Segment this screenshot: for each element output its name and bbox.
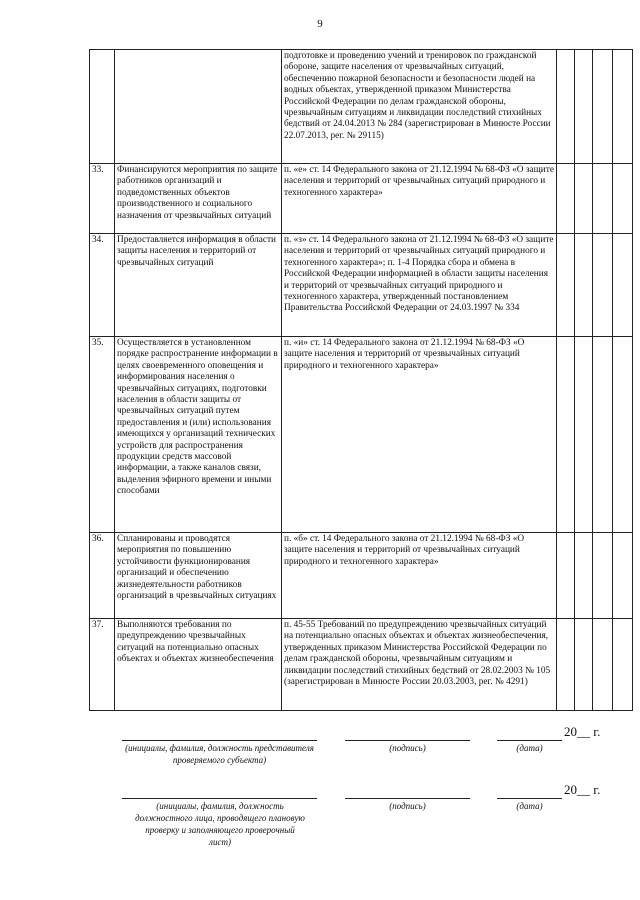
remarks-cell[interactable] [613,234,633,337]
legal-act-cell: п. 45-55 Требований по предупреждению чрезвычайных ситуаций на потенциально опасных объектах и объектах жизнеобеспечения, утвержденных приказом Министерства Российской Федерации по делам гражданской обороны, чрезвычайным ситуациям и ликвидации последствий стихийных бедствий от 28.02.2003 № 105 (зарегистрирован в Минюсте России 20.03.2003, рег. № 4291) [282,619,557,711]
name-caption: (инициалы, фамилия, должность представителя проверяемого субъекта) [125,743,314,765]
answer-na-cell[interactable] [593,234,613,337]
date-caption: (дата) [516,743,543,753]
answer-yes-cell[interactable] [557,50,575,164]
signature-block-representative [0,724,640,786]
answer-no-cell[interactable] [575,533,593,619]
answer-no-cell[interactable] [575,164,593,234]
answer-na-cell[interactable] [593,619,613,711]
date-line[interactable] [497,740,562,741]
remarks-cell[interactable] [613,50,633,164]
legal-act-cell: п. «з» ст. 14 Федерального закона от 21.12.1994 № 68-ФЗ «О защите населения и территорий от чрезвычайных ситуаций природного и техногенного характера»; п. 1-4 Порядка сбора и обмена в Российской Федерации информацией в области защиты населения и территорий от чрезвычайных ситуаций природного и техногенного характера, утвержденный постановлением Правительства Российской Федерации от 24.03.1997 № 334 [282,234,557,337]
answer-yes-cell[interactable] [557,337,575,533]
legal-act-cell: п. «е» ст. 14 Федерального закона от 21.12.1994 № 68-ФЗ «О защите населения и территорий от чрезвычайных ситуаций природного и техногенного характера» [282,164,557,234]
answer-yes-cell[interactable] [557,533,575,619]
signature-caption: (подпись) [389,743,426,753]
remarks-cell[interactable] [613,164,633,234]
table-row [90,619,633,711]
requirement-cell: Осуществляется в установленном порядке распространение информации в целях своевременного оповещения и информирования населения о чрезвычайных ситуациях, подготовки населения в области защиты от чрезвычайных ситуаций путем предоставления и (или) использования имеющихся у организаций технических устройств для распространения продукции средств массовой информации, а также каналов связи, выделения эфирного времени и иными способами [115,337,282,533]
requirement-cell [115,50,282,164]
table-row [90,533,633,619]
checklist-table [89,49,633,711]
name-line[interactable] [122,740,317,741]
requirement-cell: Выполняются требования по предупреждению чрезвычайных ситуаций на потенциально опасных объектах и объектах жизнеобеспечения [115,619,282,711]
date-caption: (дата) [516,801,543,811]
row-number [90,50,115,164]
row-number: 35. [90,337,115,533]
remarks-cell[interactable] [613,337,633,533]
answer-na-cell[interactable] [593,533,613,619]
answer-no-cell[interactable] [575,234,593,337]
requirement-cell: Предоставляется информация в области защиты населения и территорий от чрезвычайных ситуаций [115,234,282,337]
signature-caption: (подпись) [389,801,426,811]
answer-no-cell[interactable] [575,50,593,164]
remarks-cell[interactable] [613,619,633,711]
legal-act-cell: подготовке и проведению учений и тренировок по гражданской обороне, защите населения от чрезвычайных ситуаций, обеспечению пожарной безопасности и безопасности людей на водных объектах, утвержденной приказом Министерства Российской Федерации по делам гражданской обороны, чрезвычайным ситуациям и ликвидации последствий стихийных бедствий от 24.04.2013 № 284 (зарегистрирован в Минюсте России 22.07.2013, рег. № 29115) [282,50,557,164]
answer-no-cell[interactable] [575,337,593,533]
row-number: 33. [90,164,115,234]
year-suffix: 20__ г. [564,724,601,739]
signature-line[interactable] [345,740,470,741]
answer-yes-cell[interactable] [557,234,575,337]
answer-no-cell[interactable] [575,619,593,711]
requirement-cell: Финансируются мероприятия по защите работников организаций и подведомственных объектов производственного и социального назначения от чрезвычайных ситуаций [115,164,282,234]
requirement-cell: Спланированы и проводятся мероприятия по повышению устойчивости функционирования организаций и обеспечению жизнедеятельности работников организаций в чрезвычайных ситуациях [115,533,282,619]
row-number: 37. [90,619,115,711]
year-suffix: 20__ г. [564,782,601,797]
table-row [90,337,633,533]
date-line[interactable] [497,798,562,799]
answer-yes-cell[interactable] [557,164,575,234]
answer-yes-cell[interactable] [557,619,575,711]
legal-act-cell: п. «б» ст. 14 Федерального закона от 21.12.1994 № 68-ФЗ «О защите населения и территорий от чрезвычайных ситуаций природного и техногенного характера» [282,533,557,619]
signature-line[interactable] [345,798,470,799]
table-row [90,234,633,337]
row-number: 34. [90,234,115,337]
signature-block-inspector [0,782,640,864]
table-row [90,164,633,234]
row-number: 36. [90,533,115,619]
answer-na-cell[interactable] [593,164,613,234]
table-row [90,50,633,164]
remarks-cell[interactable] [613,533,633,619]
answer-na-cell[interactable] [593,50,613,164]
answer-na-cell[interactable] [593,337,613,533]
name-caption: (инициалы, фамилия, должность должностного лица, проводящего плановую проверку и заполняющего проверочный лист) [135,801,305,847]
name-line[interactable] [122,798,317,799]
legal-act-cell: п. «и» ст. 14 Федерального закона от 21.12.1994 № 68-ФЗ «О защите населения и территорий от чрезвычайных ситуаций природного и техногенного характера» [282,337,557,533]
page-number: 9 [317,18,323,30]
